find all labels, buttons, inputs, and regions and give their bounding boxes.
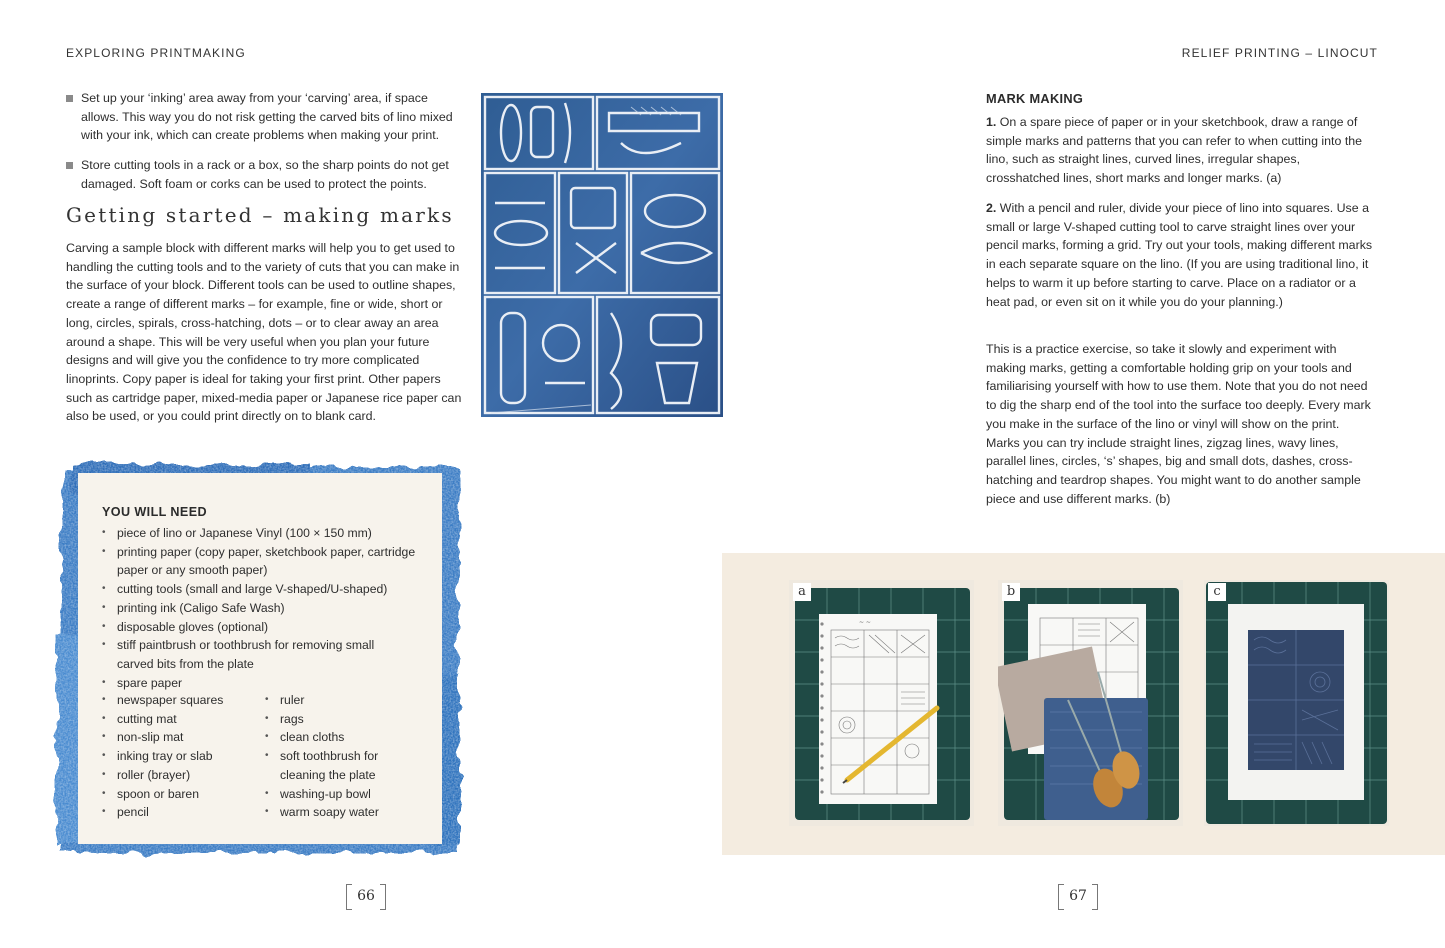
material-item: • ruler: [265, 691, 415, 710]
you-will-need-title: YOU WILL NEED: [102, 505, 208, 519]
step-2-number: 2.: [986, 201, 997, 215]
photo-b-image: [998, 580, 1183, 826]
photo-label-c: c: [1208, 583, 1226, 601]
tip-item: Set up your ‘inking’ area away from your ‘carving’ area, if space allows. This way you do not risk getting the carved bits of lino mixed with your ink, which can create problems when making your print.: [66, 89, 462, 145]
photo-c-image: [1204, 580, 1389, 826]
material-item: • soft toothbrush for cleaning the plate: [265, 747, 405, 784]
materials-list-col2: [265, 691, 415, 822]
mark-making-heading: MARK MAKING: [986, 91, 1084, 106]
photo-label-b: b: [1002, 583, 1020, 601]
step-2-text: With a pencil and ruler, divide your piece of lino into squares. Use a small or large V-shaped cutting tool to carve straight lines over your pencil marks, forming a grid. Try out your tools, making different marks in each separate square on the lino. (If you are using traditional lino, it helps to warm it up before starting to carve. Place on a radiator or a heat pad, or even sit on it while you do your planning.): [986, 201, 1373, 309]
running-head-right: RELIEF PRINTING – LINOCUT: [1181, 46, 1378, 60]
practice-paragraph: This is a practice exercise, so take it slowly and experiment with making marks, getting a comfortable holding grip on your tools and familiarising yourself with how to use them. Note that you do not need to dig the sharp end of the tool into the surface too deeply. Every mark you make in the surface of the lino or vinyl will show on the print. Marks you can try include straight lines, zigzag lines, wavy lines, parallel lines, circles, ‘s’ shapes, big and small dots, dashes, cross-hatching and teardrop shapes. You might want to do another sample piece and use different marks. (b): [986, 342, 1371, 506]
materials-list-col1: [102, 691, 257, 822]
photo-a: [789, 580, 974, 826]
photo-label-a: a: [793, 583, 811, 601]
intro-paragraph: Carving a sample block with different marks will help you to get used to handling the cutting tools and to the variety of cuts that you can make in the surface of your block. Different tools can be used to outline shapes, create a range of different marks – for example, fine or wide, short or long, circles, spirals, cross-hatching, dots – or to clear away an area around a shape. This will be very useful when you plan your future designs and will give you the confidence to try more complicated linoprints. Copy paper is ideal for taking your first print. Other papers such as cartridge paper, mixed-media paper or Japanese rice paper can also be used, or you could print directly on to blank card.: [66, 241, 462, 424]
step-2-paragraph: [986, 199, 1376, 311]
photo-b: [998, 580, 1183, 826]
step-1-number: 1.: [986, 115, 997, 129]
material-item: • non-slip mat: [102, 728, 257, 747]
material-item: • printing ink (Caligo Safe Wash): [102, 599, 422, 618]
material-item: • printing paper (copy paper, sketchbook paper, cartridge paper or any smooth paper): [102, 543, 422, 580]
step-1-text: On a spare piece of paper or in your sketchbook, draw a range of simple marks and patterns that you can refer to when cutting into the lino, such as straight lines, curved lines, irregular shapes, crosshatched lines, short marks and longer marks. (a): [986, 115, 1363, 186]
material-item: • piece of lino or Japanese Vinyl (100 × 150 mm): [102, 524, 422, 543]
material-item: • pencil: [102, 803, 257, 822]
material-item: • stiff paintbrush or toothbrush for removing small carved bits from the plate: [102, 636, 397, 673]
section-title: Getting started – making marks: [66, 203, 454, 227]
linocut-pattern-image: [481, 93, 723, 417]
material-item: • roller (brayer): [102, 766, 257, 785]
svg-text:~ ~: ~ ~: [859, 619, 871, 626]
tips-list: [66, 89, 462, 205]
material-item: • warm soapy water: [265, 803, 415, 822]
material-item: • disposable gloves (optional): [102, 618, 422, 637]
photo-a-image: [789, 580, 974, 826]
material-item: • inking tray or slab: [102, 747, 257, 766]
tip-item: Store cutting tools in a rack or a box, so the sharp points do not get damaged. Soft foam or corks can be used to protect the points.: [66, 156, 462, 193]
material-item: • cutting mat: [102, 710, 257, 729]
material-item: • clean cloths: [265, 728, 415, 747]
running-head-left: EXPLORING PRINTMAKING: [66, 46, 246, 60]
material-item: • washing-up bowl: [265, 785, 415, 804]
page-number-left: 66: [346, 884, 386, 908]
material-item: • spoon or baren: [102, 785, 257, 804]
material-item: • rags: [265, 710, 415, 729]
material-item: • spare paper: [102, 674, 422, 693]
material-item: • cutting tools (small and large V-shaped/U-shaped): [102, 580, 422, 599]
materials-list: [102, 524, 422, 692]
material-item: • newspaper squares: [102, 691, 257, 710]
page-number-right: 67: [1058, 884, 1098, 908]
photo-c: [1204, 580, 1389, 826]
step-1-paragraph: [986, 113, 1376, 188]
